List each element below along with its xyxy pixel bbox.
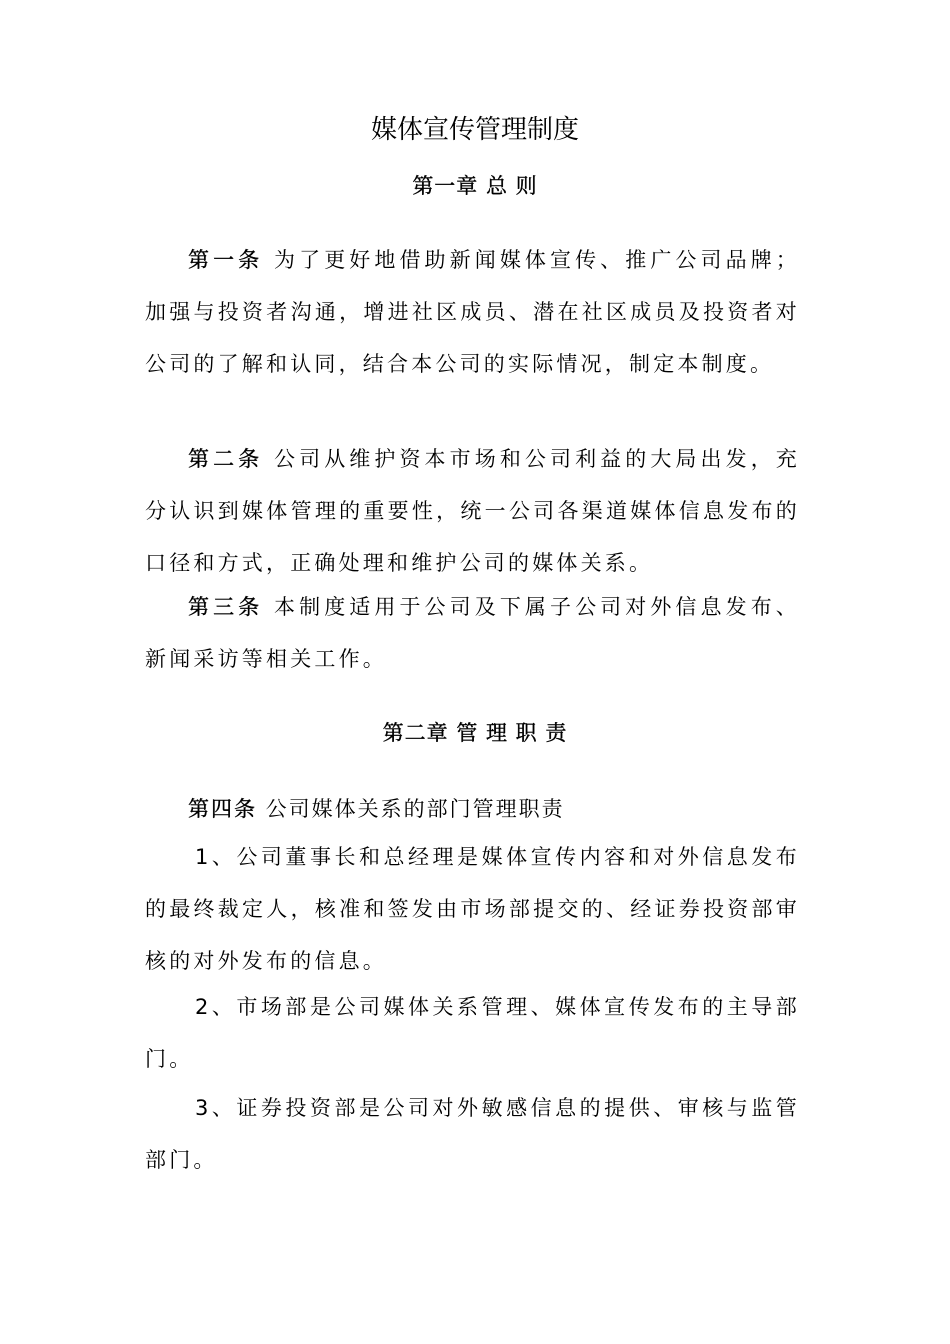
article-2-label: 第二条 xyxy=(188,447,264,471)
article-1-label: 第一条 xyxy=(188,248,264,272)
chapter-1-heading: 第一章 总 则 xyxy=(412,174,538,198)
article-3 xyxy=(145,581,800,685)
article-1 xyxy=(145,234,800,390)
list-item: 1、公司董事长和总经理是媒体宣传内容和对外信息发布的最终裁定人，核准和签发由市场部提交的、经证券投资部审核的对外发布的信息。 xyxy=(145,845,800,973)
article-4-text: 公司媒体关系的部门管理职责 xyxy=(257,797,565,821)
list-item: 3、证券投资部是公司对外敏感信息的提供、审核与监管部门。 xyxy=(145,1096,800,1172)
chapter-2-heading: 第二章 管 理 职 责 xyxy=(382,721,568,745)
list-item: 2、市场部是公司媒体关系管理、媒体宣传发布的主导部门。 xyxy=(145,995,800,1071)
article-1-text: 为了更好地借助新闻媒体宣传、推广公司品牌；加强与投资者沟通，增进社区成员、潜在社区成员及投资者对公司的了解和认同，结合本公司的实际情况，制定本制度。 xyxy=(145,248,800,376)
article-2-text: 公司从维护资本市场和公司利益的大局出发，充分认识到媒体管理的重要性，统一公司各渠道媒体信息发布的口径和方式，正确处理和维护公司的媒体关系。 xyxy=(145,447,800,575)
article-2 xyxy=(145,433,800,589)
article-3-text: 本制度适用于公司及下属子公司对外信息发布、新闻采访等相关工作。 xyxy=(145,595,800,671)
article-3-label: 第三条 xyxy=(188,595,264,619)
article-4 xyxy=(145,783,800,835)
document-title: 媒体宣传管理制度 xyxy=(370,115,579,145)
article-4-label: 第四条 xyxy=(188,797,257,821)
